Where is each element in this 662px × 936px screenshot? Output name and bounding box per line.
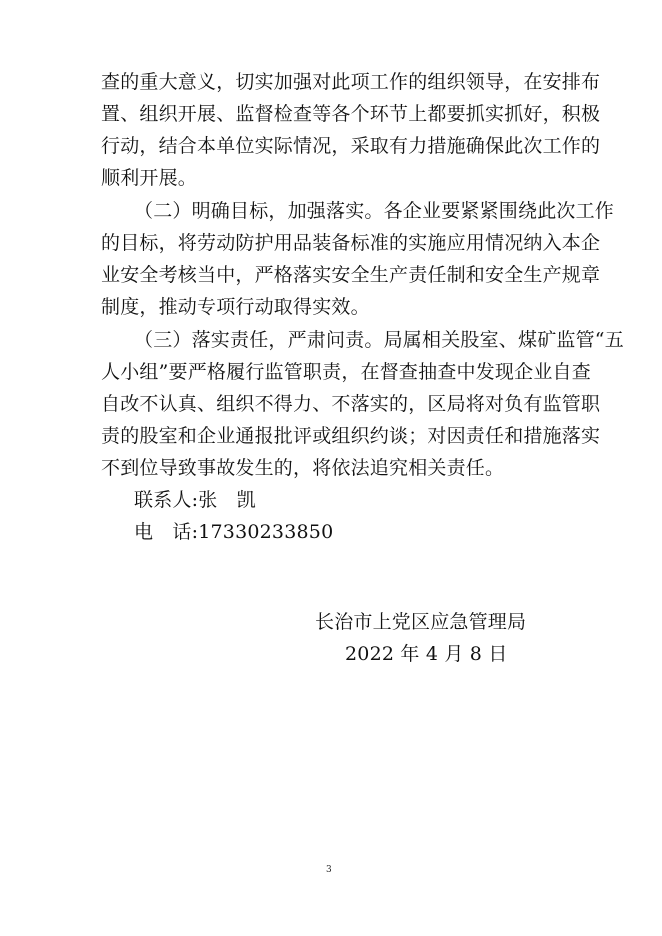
body-line: 不到位导致事故发生的，将依法追究相关责任。 bbox=[101, 457, 505, 479]
body-line: 自改不认真、组织不得力、不落实的，区局将对负有监管职 bbox=[101, 393, 601, 415]
issuing-organization: 长治市上党区应急管理局 bbox=[315, 611, 527, 633]
body-line: 制度，推动专项行动取得实效。 bbox=[101, 296, 370, 318]
body-line: 行动，结合本单位实际情况，采取有力措施确保此次工作的 bbox=[101, 135, 601, 157]
body-line: 人小组”要严格履行监管职责，在督查抽查中发现企业自查 bbox=[101, 361, 591, 383]
body-line: 责的股室和企业通报批评或组织约谈；对因责任和措施落实 bbox=[101, 425, 601, 447]
body-line: 的目标，将劳动防护用品装备标准的实施应用情况纳入本企 bbox=[101, 232, 601, 254]
issue-date: 2022 年 4 月 8 日 bbox=[345, 643, 508, 665]
contact-person: 联系人:张 凯 bbox=[134, 489, 256, 511]
page-number: 3 bbox=[326, 865, 332, 875]
body-line: 顺利开展。 bbox=[101, 167, 198, 189]
body-line: 业安全考核当中，严格落实安全生产责任制和安全生产规章 bbox=[101, 264, 601, 286]
body-line: 置、组织开展、监督检查等各个环节上都要抓实抓好，积极 bbox=[101, 103, 601, 125]
body-line: （二）明确目标，加强落实。各企业要紧紧围绕此次工作 bbox=[134, 200, 615, 222]
contact-phone: 电 话:17330233850 bbox=[134, 521, 334, 543]
body-line: （三）落实责任，严肃问责。局属相关股室、煤矿监管“五 bbox=[134, 329, 624, 351]
body-line: 查的重大意义，切实加强对此项工作的组织领导，在安排布 bbox=[101, 71, 601, 93]
